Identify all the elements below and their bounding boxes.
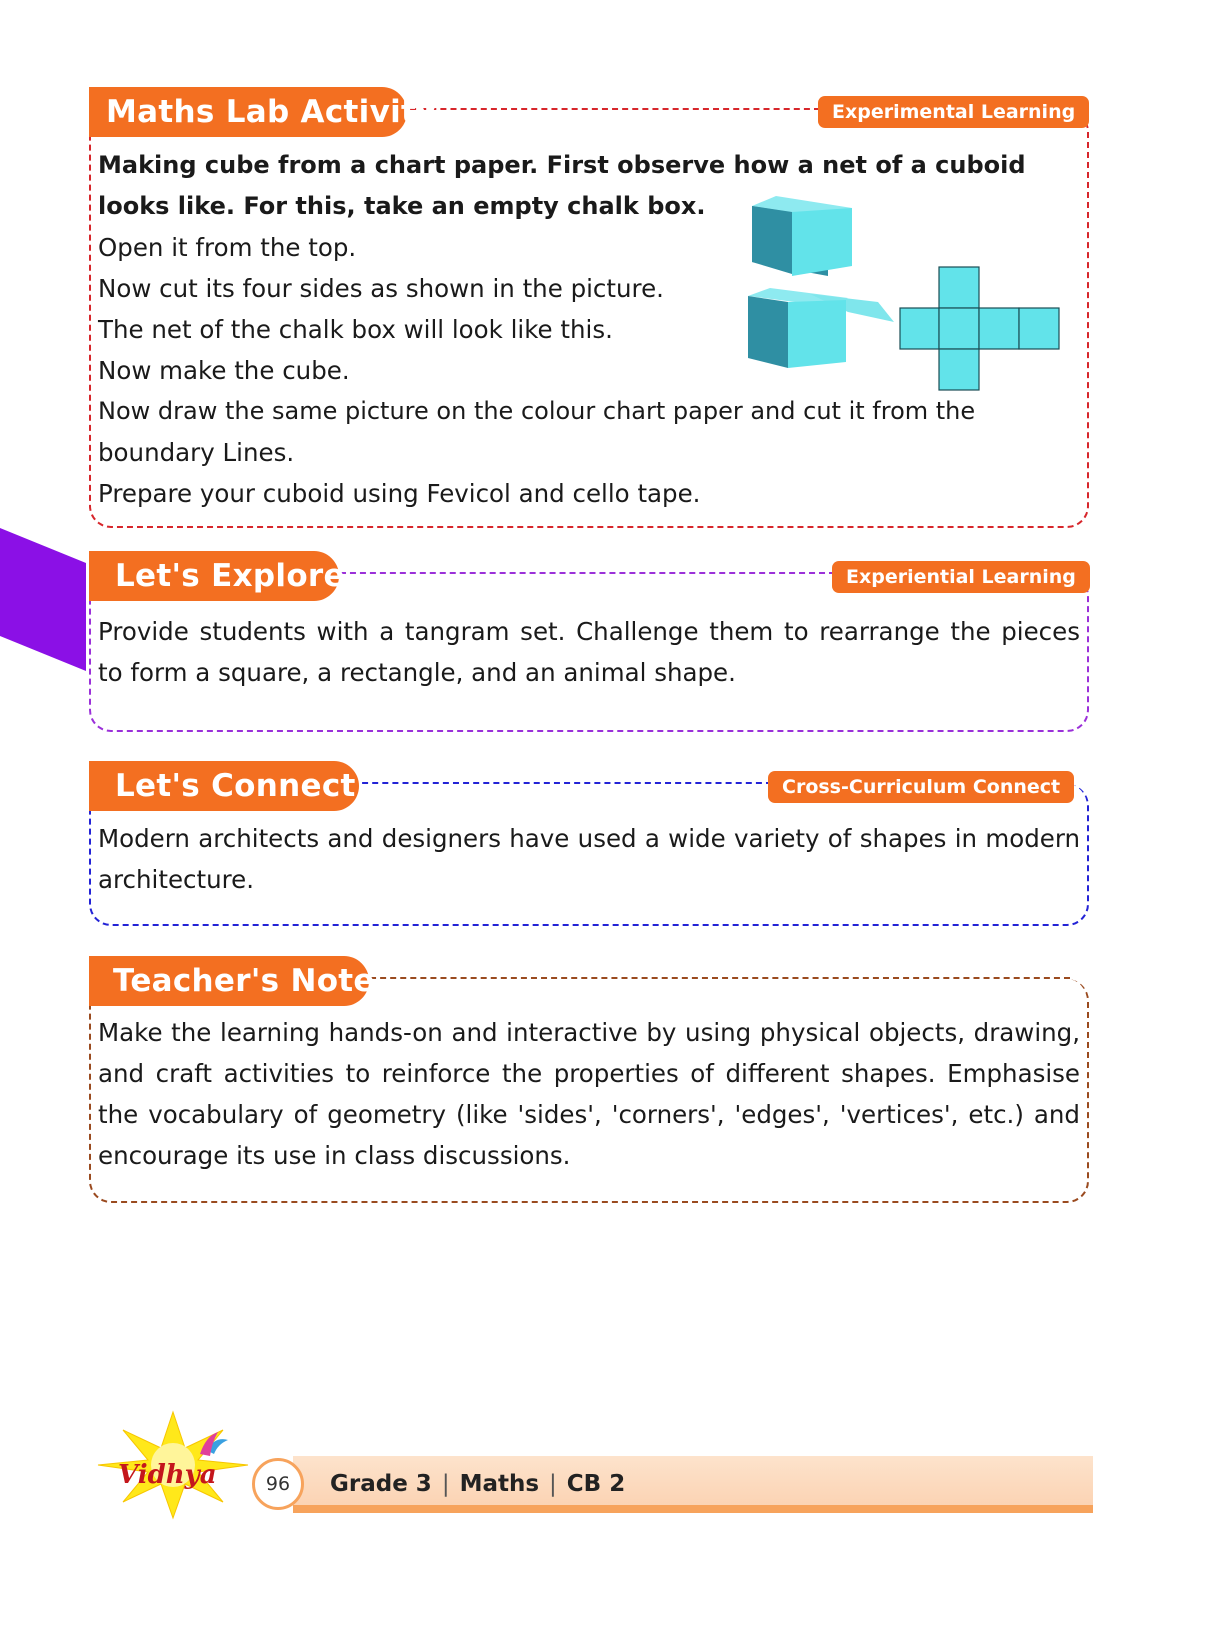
lab-step: Open it from the top. (98, 233, 357, 262)
explore-title: Let's Explore (89, 551, 339, 601)
footer-separator: | (441, 1471, 450, 1497)
connect-title: Let's Connect (89, 761, 359, 811)
note-top-line (360, 977, 1070, 979)
lab-step: Prepare your cuboid using Fevicol and cello tape. (98, 479, 701, 508)
explore-badge: Experiential Learning (832, 561, 1090, 593)
footer-subject: Maths (459, 1471, 540, 1497)
note-title: Teacher's Note (89, 956, 369, 1006)
lab-step: Now make the cube. (98, 356, 350, 385)
lab-intro-line1: Making cube from a chart paper. First observe how a net of a cuboid (98, 151, 1026, 179)
explore-text: Provide students with a tangram set. Challenge them to rearrange the pieces to form a square, a rectangle, and an animal shape. (98, 617, 1080, 687)
vidhya-logo-text: Vidhya (118, 1460, 217, 1490)
lab-badge: Experimental Learning (818, 96, 1089, 128)
footer-book: CB 2 (566, 1471, 626, 1497)
page-number: 96 (252, 1458, 304, 1510)
open-box-icon (748, 288, 898, 370)
lab-top-line (400, 108, 820, 110)
cube-icon (752, 196, 854, 278)
lab-step: Now draw the same picture on the colour chart paper and cut it from the (98, 397, 976, 425)
side-decoration (0, 528, 90, 673)
explore-top-line (330, 572, 835, 574)
lab-step: The net of the chalk box will look like this. (98, 315, 613, 344)
footer-text (330, 1462, 625, 1506)
cube-net-icon (898, 265, 1062, 393)
footer-bar-accent (293, 1505, 1093, 1513)
lab-intro-line2: looks like. For this, take an empty chalk box. (98, 192, 706, 220)
lab-step: boundary Lines. (98, 438, 295, 467)
footer-separator: | (549, 1471, 557, 1497)
connect-top-line (352, 782, 772, 784)
connect-text: Modern architects and designers have used a wide variety of shapes in modern architecture. (98, 824, 1080, 894)
lab-activity-title: Maths Lab Activity (89, 87, 407, 137)
connect-badge: Cross-Curriculum Connect (768, 771, 1074, 803)
lab-step: Now cut its four sides as shown in the picture. (98, 274, 664, 303)
note-text: Make the learning hands-on and interactive by using physical objects, drawing, and craft activities to reinforce the properties of different shapes. Emphasise the vocabulary of geometry (like 'sides', 'corners', 'edges', 'vertices', etc.) and encourage its use in class discussions. (98, 1018, 1080, 1170)
footer-grade: Grade 3 (330, 1471, 432, 1497)
